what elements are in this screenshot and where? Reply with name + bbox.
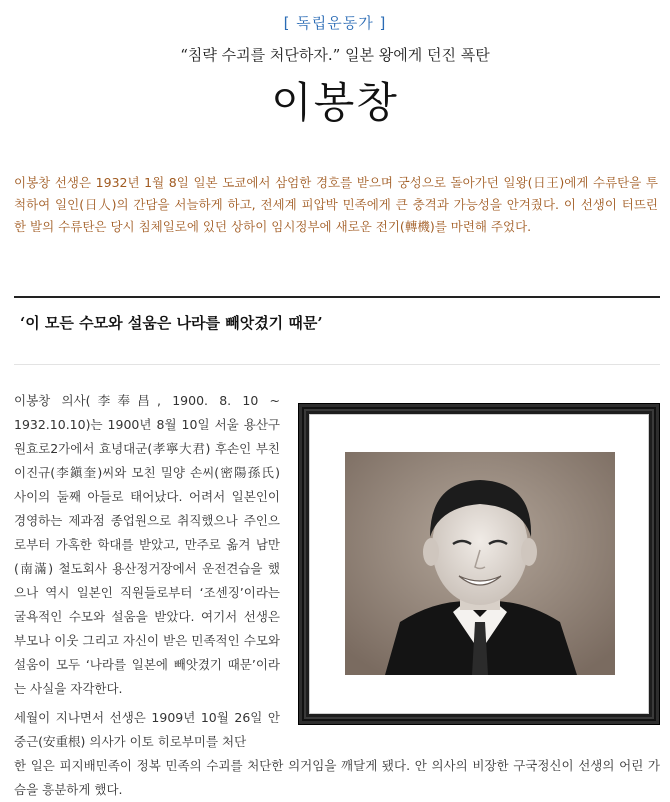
subtitle: “침략 수괴를 처단하자.” 일본 왕에게 던진 폭탄 — [180, 46, 490, 64]
section-heading: ‘이 모든 수모와 설움은 나라를 빼앗겼기 때문’ — [20, 314, 323, 332]
body-paragraph-1: 이봉창 의사(李奉昌, 1900. 8. 10 ~ 1932.10.10)는 1900년 8월 10일 서울 용산구 원효로2가에서 효녕대군(孝寧大君) 후손인 부친 이진규(李鎭奎)씨와 모친 밀양 손씨(密陽孫氏) 사이의 둘째 아들로 태어났다. 어려서 일본인이 경영하는 제과점 종업원으로 취직했으나 주인으로부터 가혹한 학대를 받았고, 만주로 옮겨 남만(南滿) 철도회사 용산정거장에서 운전견습을 했으나 역시 일본인 직원들로부터 ‘조센징’이라는 굴욕적인 수모와 설움을 받았다. 여기서 선생은 부모나 이웃 그리고 자신이 받은 민족적인 수모와 설움이 모두 ‘나라를 일본에 빼앗겼기 때문’이라는 사실을 자각한다. — [14, 393, 280, 696]
page-title: 이봉창 — [271, 78, 399, 127]
body-paragraph-2-end: 한 일은 피지배민족이 정복 민족의 수괴를 처단한 의거임을 깨달게 됐다. 안 의사의 비장한 구국정신이 선생의 어린 가슴을 흥분하게 했다. — [14, 758, 660, 797]
portrait-image — [345, 452, 615, 675]
intro-paragraph: 이봉창 선생은 1932년 1월 8일 일본 도쿄에서 삼엄한 경호를 받으며 궁성으로 돌아가던 일왕(日王)에게 수류탄을 투척하여 일인(日人)의 간담을 서늘하게 하고, 전세계 피압박 민족에게 큰 충격과 가능성을 안겨줬다. 이 선생이 터뜨린 한 발의 수류탄은 당시 침체일로에 있던 상하이 임시정부에 새로운 전기(轉機)를 마련해 주었다. — [14, 175, 658, 234]
heading-divider — [14, 364, 660, 365]
category-label: [ 독립운동가 ] — [283, 14, 387, 32]
portrait-mat — [309, 414, 649, 714]
body-paragraph-2-start: 세월이 지나면서 선생은 1909년 10월 26일 안중근(安重根) 의사가 이토 히로부미를 처단 — [14, 710, 280, 749]
section-divider — [14, 296, 660, 298]
portrait-photo — [345, 452, 615, 675]
portrait-frame — [298, 403, 660, 725]
